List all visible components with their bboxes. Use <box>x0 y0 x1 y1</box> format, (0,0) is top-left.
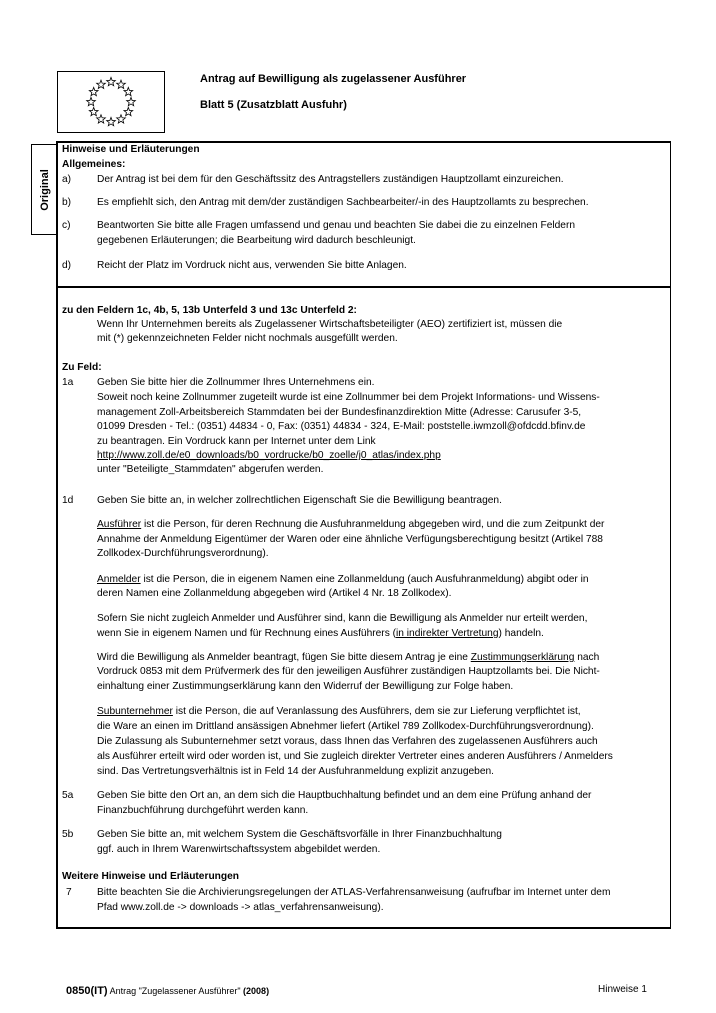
star-icon <box>97 115 106 123</box>
star-icon <box>107 77 116 85</box>
aeo-text: mit (*) gekennzeichneten Felder nicht nochmals ausgefüllt werden. <box>97 333 398 344</box>
star-icon <box>117 80 126 88</box>
page-subtitle: Blatt 5 (Zusatzblatt Ausfuhr) <box>200 99 347 111</box>
star-icon <box>89 107 98 115</box>
field-text: Annahme der Anmeldung Eigentümer der Waren oder eine ähnliche Verfügungsberechtigung besitzt (Artikel 788 <box>97 534 603 545</box>
item-label: d) <box>62 260 72 271</box>
field-text: sind. Das Vertretungsverhältnis ist in Feld 14 der Ausfuhranmeldung explizit anzugeben. <box>97 766 494 777</box>
form-year: (2008) <box>243 986 270 996</box>
eu-stars-icon <box>58 72 164 132</box>
original-tab <box>31 144 58 235</box>
star-icon <box>127 97 136 105</box>
page-label: Hinweise 1 <box>598 984 647 995</box>
item-text: gegebenen Erläuterungen; die Bearbeitung wird dadurch beschleunigt. <box>97 235 416 246</box>
field-text: 01099 Dresden - Tel.: (0351) 44834 - 0, Fax: (0351) 44834 - 324, E-Mail: poststelle.iwmzoll@ofdcdd.bfinv.de <box>97 421 586 432</box>
item-label: a) <box>62 174 72 185</box>
term-ausfuehrer: Ausführer <box>97 519 142 530</box>
field-text <box>97 651 599 665</box>
field-label-7: 7 <box>66 887 72 898</box>
field-text <box>97 627 544 641</box>
field-text: Geben Sie bitte den Ort an, an dem sich die Hauptbuchhaltung befindet und an dem eine Prüfung anhand der <box>97 790 592 801</box>
fields-heading: zu den Feldern 1c, 4b, 5, 13b Unterfeld 3 und 13c Unterfeld 2: <box>62 305 357 316</box>
term-definition: ist die Person, die in eigenem Namen eine Zollanmeldung (auch Ausfuhranmeldung) abgibt oder in <box>140 574 589 585</box>
form-footer <box>66 984 269 999</box>
term-definition: ist die Person, die auf Veranlassung des Ausführers, dem sie zur Lieferung verpflichtet ist, <box>172 706 581 717</box>
field-label-1a: 1a <box>62 377 74 388</box>
indirect-representation-term: in indirekter Vertretung <box>396 628 499 639</box>
field-text: die Ware an einen im Drittland ansässigen Abnehmer liefert (Artikel 789 Zollkodex-Durchführungsverordnung). <box>97 721 594 732</box>
form-code: 0850(IT) <box>66 985 108 997</box>
field-text <box>97 705 581 719</box>
star-icon <box>87 97 96 105</box>
field-text: unter "Beteiligte_Stammdaten" abgerufen werden. <box>97 464 324 475</box>
field-label-1d: 1d <box>62 495 74 506</box>
stammdaten-link[interactable]: http://www.zoll.de/e0_downloads/b0_vordrucke/b0_zoelle/j0_atlas/index.php <box>97 450 441 461</box>
field-text <box>97 573 589 587</box>
field-text: Geben Sie bitte an, mit welchem System die Geschäftsvorfälle in Ihrer Finanzbuchhaltung <box>97 829 502 840</box>
star-icon <box>107 117 116 125</box>
star-icon <box>97 80 106 88</box>
aeo-text: Wenn Ihr Unternehmen bereits als Zugelassener Wirtschaftsbeteiligter (AEO) zertifiziert ist, müssen die <box>97 319 563 330</box>
field-text: Soweit noch keine Zollnummer zugeteilt wurde ist eine Zollnummer bei dem Projekt Informations- und Wissens- <box>97 392 600 403</box>
field-label-5b: 5b <box>62 829 74 840</box>
field-text: ggf. auch in Ihrem Warenwirtschaftssystem abgebildet werden. <box>97 844 381 855</box>
field-text: als Ausführer erteilt wird oder worden ist, und Sie zugleich direkter Vertreter eines anderen Ausführers / Anmelders <box>97 751 613 762</box>
field-text: deren Namen eine Zollanmeldung abgegeben wird (Artikel 4 Nr. 18 Zollkodex). <box>97 588 452 599</box>
star-icon <box>124 107 133 115</box>
general-heading: Allgemeines: <box>62 159 126 170</box>
term-definition: ist die Person, für deren Rechnung die Ausfuhranmeldung abgegeben wird, und die zum Zeitpunkt der <box>141 519 605 530</box>
field-text: Finanzbuchführung durchgeführt werden kann. <box>97 805 309 816</box>
star-icon <box>89 87 98 95</box>
text-part: wenn Sie in eigenem Namen und für Rechnung eines Ausführers ( <box>97 628 397 639</box>
field-text: Bitte beachten Sie die Archivierungsregelungen der ATLAS-Verfahrensanweisung (aufrufbar im Internet unter dem <box>97 887 611 898</box>
eu-emblem <box>57 71 165 133</box>
text-part: nach <box>574 652 600 663</box>
page-title: Antrag auf Bewilligung als zugelassener Ausführer <box>200 73 467 85</box>
field-text: einhaltung einer Zustimmungserklärung kann den Widerruf der Bewilligung zur Folge haben. <box>97 681 514 692</box>
original-label: Original <box>39 168 51 211</box>
field-text: Zollkodex-Durchführungsverordnung). <box>97 548 269 559</box>
text-part: Wird die Bewilligung als Anmelder beantragt, fügen Sie bitte diesem Antrag je eine <box>97 652 471 663</box>
field-text: Geben Sie bitte an, in welcher zollrechtlichen Eigenschaft Sie die Bewilligung beantragen. <box>97 495 502 506</box>
item-text: Es empfiehlt sich, den Antrag mit dem/der zuständigen Sachbearbeiter/-in des Hauptzollamts zu besprechen. <box>97 197 589 208</box>
field-text: zu beantragen. Ein Vordruck kann per Internet unter dem Link <box>97 436 376 447</box>
item-label: c) <box>62 220 71 231</box>
term-subunternehmer: Subunternehmer <box>97 706 173 717</box>
star-icon <box>117 115 126 123</box>
field-label-5a: 5a <box>62 790 74 801</box>
field-text: Pfad www.zoll.de -> downloads -> atlas_verfahrensanweisung). <box>97 902 384 913</box>
text-part: ) handeln. <box>498 628 544 639</box>
star-icon <box>124 87 133 95</box>
consent-declaration-term: Zustimmungserklärung <box>470 652 575 663</box>
field-text: Die Zulassung als Subunternehmer setzt voraus, dass Ihnen das Verfahren des zugelassenen Ausführers auch <box>97 736 598 747</box>
item-text: Beantworten Sie bitte alle Fragen umfassend und genau und beachten Sie dabei die zu einzelnen Feldern <box>97 220 576 231</box>
term-anmelder: Anmelder <box>97 574 141 585</box>
section-heading: Hinweise und Erläuterungen <box>62 144 200 155</box>
field-text: Sofern Sie nicht zugleich Anmelder und Ausführer sind, kann die Bewilligung als Anmelder nur erteilt werden, <box>97 613 588 624</box>
field-text <box>97 518 604 532</box>
zu-feld-heading: Zu Feld: <box>62 362 102 373</box>
field-text: Geben Sie bitte hier die Zollnummer Ihres Unternehmens ein. <box>97 377 375 388</box>
further-notes-heading: Weitere Hinweise und Erläuterungen <box>62 871 239 882</box>
field-text: Vordruck 0853 mit dem Prüfvermerk des für den jeweiligen Ausführer zuständigen Hauptzollamts bei. Die Nicht- <box>97 666 600 677</box>
item-text: Reicht der Platz im Vordruck nicht aus, verwenden Sie bitte Anlagen. <box>97 260 407 271</box>
item-label: b) <box>62 197 72 208</box>
field-text: management Zoll-Arbeitsbereich Stammdaten bei der Bundesfinanzdirektion Mitte (Adresse: Carusufer 3-5, <box>97 407 582 418</box>
item-text: Der Antrag ist bei dem für den Geschäftssitz des Antragstellers zuständigen Hauptzollamt einzureichen. <box>97 174 564 185</box>
form-description: Antrag "Zugelassener Ausführer" <box>107 986 244 996</box>
